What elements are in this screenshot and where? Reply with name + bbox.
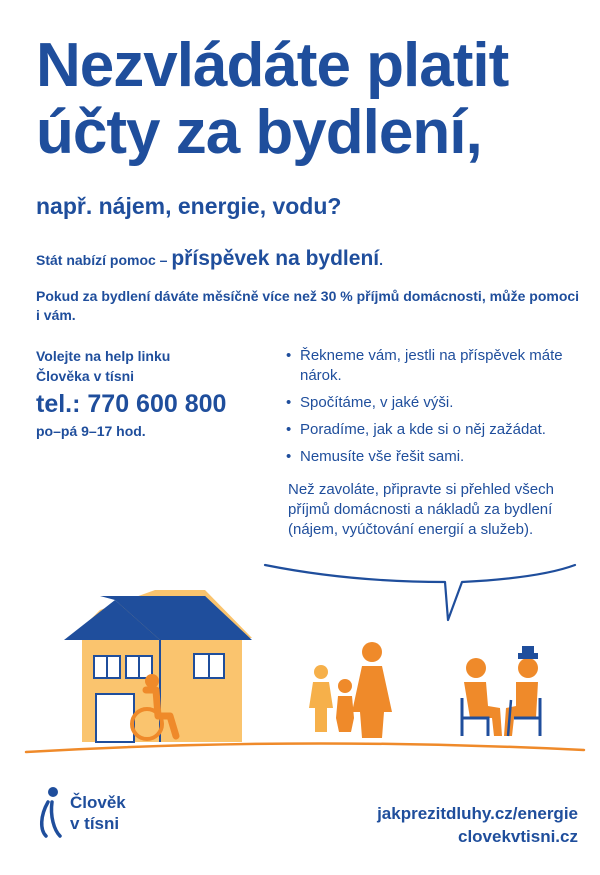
offer-highlight: příspěvek na bydlení — [171, 247, 380, 270]
logo-text — [70, 792, 126, 834]
contact-line-2: Člověka v tísni — [36, 368, 135, 384]
seniors-icon — [462, 646, 540, 736]
logo-line-2: v tísni — [70, 814, 120, 833]
headline-line-1: Nezvládáte platit — [36, 31, 509, 100]
help-bullets — [286, 346, 586, 474]
logo[interactable] — [36, 786, 196, 846]
eligibility-condition: Pokud za bydlení dáváte měsíčně více než 30 % příjmů domácnosti, může pomoci i vám. — [36, 288, 580, 323]
headline-line-2: účty za bydlení, — [36, 98, 482, 167]
headline — [36, 32, 596, 166]
bullet-item: • Poradíme, jak a kde si o něj zažádat. — [286, 420, 586, 440]
illustration — [0, 540, 600, 770]
speech-bubble-line — [265, 565, 575, 620]
bullet-item: • Nemusíte vše řešit sami. — [286, 447, 586, 467]
family-icon — [309, 642, 392, 738]
subheadline: např. nájem, energie, vodu? — [36, 193, 342, 219]
opening-hours: po–pá 9–17 hod. — [36, 423, 146, 439]
offer-prefix: Stát nabízí pomoc – — [36, 252, 172, 268]
bullet-item: • Spočítáme, v jaké výši. — [286, 393, 586, 413]
offer-suffix: . — [379, 252, 383, 268]
phone-number[interactable]: tel.: 770 600 800 — [36, 390, 227, 418]
links — [377, 802, 578, 848]
preparation-note: Než zavoláte, připravte si přehled všech příjmů domácnosti a nákladů za bydlení (nájem, vyúčtování energií a služeb). — [288, 481, 554, 538]
contact-line-1: Volejte na help linku — [36, 348, 171, 364]
person-logo-icon — [36, 786, 66, 840]
logo-line-1: Člověk — [70, 793, 126, 812]
link-homepage[interactable]: clovekvtisni.cz — [457, 827, 578, 846]
contact-block — [36, 346, 276, 439]
ground-line — [26, 743, 584, 752]
offer-text — [36, 247, 383, 271]
bullet-item: • Řekneme vám, jestli na příspěvek máte nárok. — [286, 346, 586, 386]
link-energie[interactable]: jakprezitdluhy.cz/energie — [377, 804, 578, 823]
